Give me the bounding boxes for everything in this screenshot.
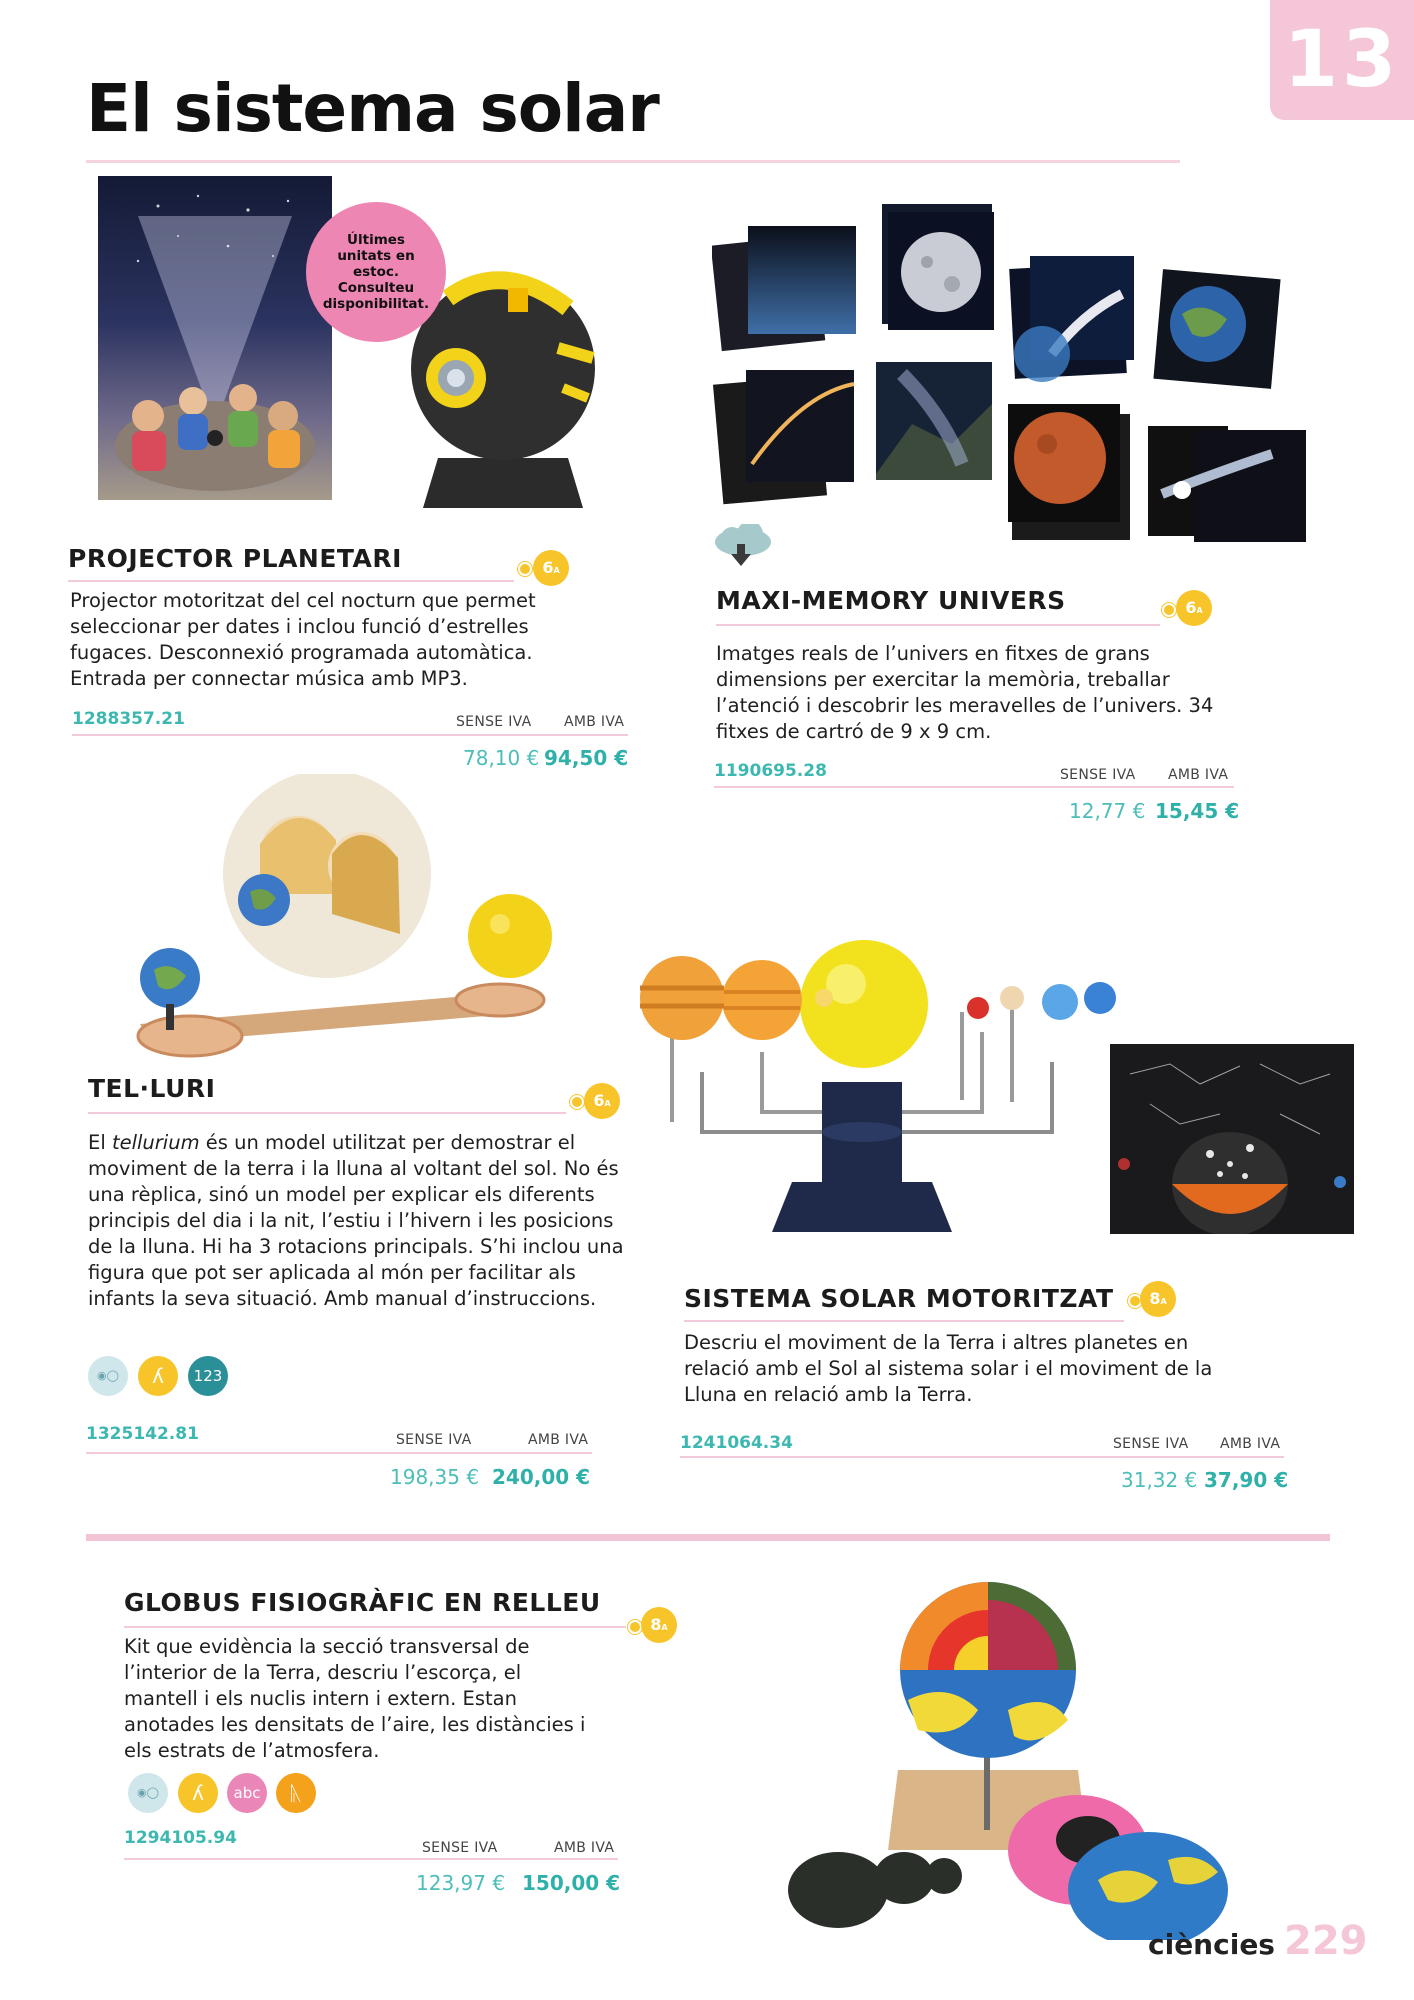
globe-image	[778, 1560, 1238, 1940]
age-badge-icon: 8A	[1140, 1281, 1176, 1317]
solar-system-title: SISTEMA SOLAR MOTORITZAT	[684, 1284, 1114, 1313]
telluri-price-without-vat: 198,35 €	[390, 1465, 480, 1489]
download-cloud-icon[interactable]	[712, 524, 774, 568]
globe-title: GLOBUS FISIOGRÀFIC EN RELLEU	[124, 1588, 601, 1617]
age-dot-icon	[1162, 603, 1176, 617]
chapter-tab	[1270, 0, 1414, 120]
chapter-number: 13	[1283, 15, 1401, 105]
page-title: El sistema solar	[86, 70, 659, 147]
skill-number-icon: 123	[188, 1356, 228, 1396]
solar-system-image	[632, 932, 1122, 1250]
footer-page-number: 229	[1284, 1918, 1368, 1964]
age-dot-icon	[570, 1095, 584, 1109]
section-divider	[86, 1534, 1330, 1541]
age-badge-icon: 6A	[1176, 590, 1212, 626]
solar-system-title-rule	[684, 1320, 1124, 1322]
globe-price-rule	[124, 1858, 618, 1860]
skill-motor-icon: ʎ	[138, 1356, 178, 1396]
projector-without-vat-label: SENSE IVA	[456, 714, 532, 730]
telluri-code: 1325142.81	[86, 1424, 199, 1444]
skill-letters-icon: abc	[227, 1773, 267, 1813]
footer-section-label: ciències	[1148, 1928, 1275, 1961]
telluri-without-vat-label: SENSE IVA	[396, 1432, 472, 1448]
memory-code: 1190695.28	[714, 761, 827, 781]
globe-title-rule	[124, 1626, 626, 1628]
memory-description: Imatges reals de l’univers en fitxes de grans dimensions per exercitar la memòria, treballar l’atenció i descobrir les meravelles de l’univers. 34 fitxes de cartró de 9 x 9 cm.	[716, 642, 1214, 743]
solar-system-without-vat-label: SENSE IVA	[1113, 1436, 1189, 1452]
solar-system-with-vat-label: AMB IVA	[1220, 1436, 1281, 1452]
memory-with-vat-label: AMB IVA	[1168, 767, 1229, 783]
age-badge-icon: 8A	[641, 1607, 677, 1643]
telluri-description-emphasis: tellurium	[111, 1131, 200, 1154]
solar-system-price-with-vat: 37,90 €	[1204, 1468, 1289, 1492]
globe-code: 1294105.94	[124, 1828, 237, 1848]
telluri-title: TEL·LURI	[88, 1074, 216, 1103]
projector-description: Projector motoritzat del cel nocturn que permet seleccionar per dates i inclou funció d’estrelles fugaces. Desconnexió programada automàtica. Entrada per connectar música amb MP3.	[70, 589, 536, 690]
title-divider	[86, 160, 1180, 163]
telluri-with-vat-label: AMB IVA	[528, 1432, 589, 1448]
globe-without-vat-label: SENSE IVA	[422, 1840, 498, 1856]
memory-title: MAXI-MEMORY UNIVERS	[716, 586, 1066, 615]
memory-cards-image	[712, 204, 1312, 544]
telluri-title-rule	[88, 1112, 566, 1114]
age-badge-icon: 6A	[533, 550, 569, 586]
age-dot-icon	[628, 1620, 642, 1634]
projector-price-with-vat: 94,50 €	[544, 746, 629, 770]
skill-motor-icon: ʎ	[178, 1773, 218, 1813]
projector-scene-image	[98, 176, 332, 500]
projector-price-rule	[72, 734, 628, 736]
telluri-price-rule	[86, 1452, 592, 1454]
skill-sense-icon: ◉◯	[128, 1773, 168, 1813]
memory-price-rule	[714, 786, 1234, 788]
projector-photo	[98, 176, 332, 500]
projector-title: PROJECTOR PLANETARI	[68, 544, 402, 573]
solar-system-price-without-vat: 31,32 €	[1121, 1468, 1198, 1492]
solar-system-night-photo	[1110, 1044, 1354, 1234]
projector-code: 1288357.21	[72, 709, 185, 729]
age-badge-icon: 6A	[584, 1083, 620, 1119]
globe-with-vat-label: AMB IVA	[554, 1840, 615, 1856]
memory-price-without-vat: 12,77 €	[1069, 799, 1146, 823]
skill-social-icon: ᚣ	[276, 1773, 316, 1813]
skill-sense-icon: ◉◯	[88, 1356, 128, 1396]
solar-system-price-rule	[680, 1456, 1284, 1458]
telluri-description: El tellurium és un model utilitzat per demostrar el moviment de la terra i la lluna al voltant del sol. No és una rèplica, sinó un model per explicar els diferents principis del dia i la nit, l’estiu i l’hivern i les posicions de la lluna. Hi ha 3 rotacions principals. S’hi inclou una figura que pot ser aplicada al món per facilitar als infants la seva situació. Amb manual d’instruccions.	[88, 1131, 624, 1310]
memory-price-with-vat: 15,45 €	[1155, 799, 1240, 823]
age-dot-icon	[518, 562, 532, 576]
stock-badge: Últimes unitats en estoc. Consulteu disponibilitat.	[306, 202, 446, 342]
telluri-image	[110, 774, 590, 1074]
memory-title-rule	[716, 624, 1160, 626]
globe-price-with-vat: 150,00 €	[522, 1871, 621, 1895]
projector-with-vat-label: AMB IVA	[564, 714, 625, 730]
globe-description: Kit que evidència la secció transversal de l’interior de la Terra, descriu l’escorça, el mantell i els nuclis intern i extern. Estan anotades les densitats de l’aire, les distàncies i els estrats de l’atmosfera.	[124, 1635, 586, 1762]
solar-system-description: Descriu el moviment de la Terra i altres planetes en relació amb el Sol al sistema solar i el moviment de la Lluna en relació amb la Terra.	[684, 1331, 1213, 1406]
memory-without-vat-label: SENSE IVA	[1060, 767, 1136, 783]
projector-title-rule	[68, 580, 514, 582]
projector-price-without-vat: 78,10 €	[463, 746, 540, 770]
globe-price-without-vat: 123,97 €	[416, 1871, 506, 1895]
telluri-price-with-vat: 240,00 €	[492, 1465, 591, 1489]
solar-system-code: 1241064.34	[680, 1433, 793, 1453]
